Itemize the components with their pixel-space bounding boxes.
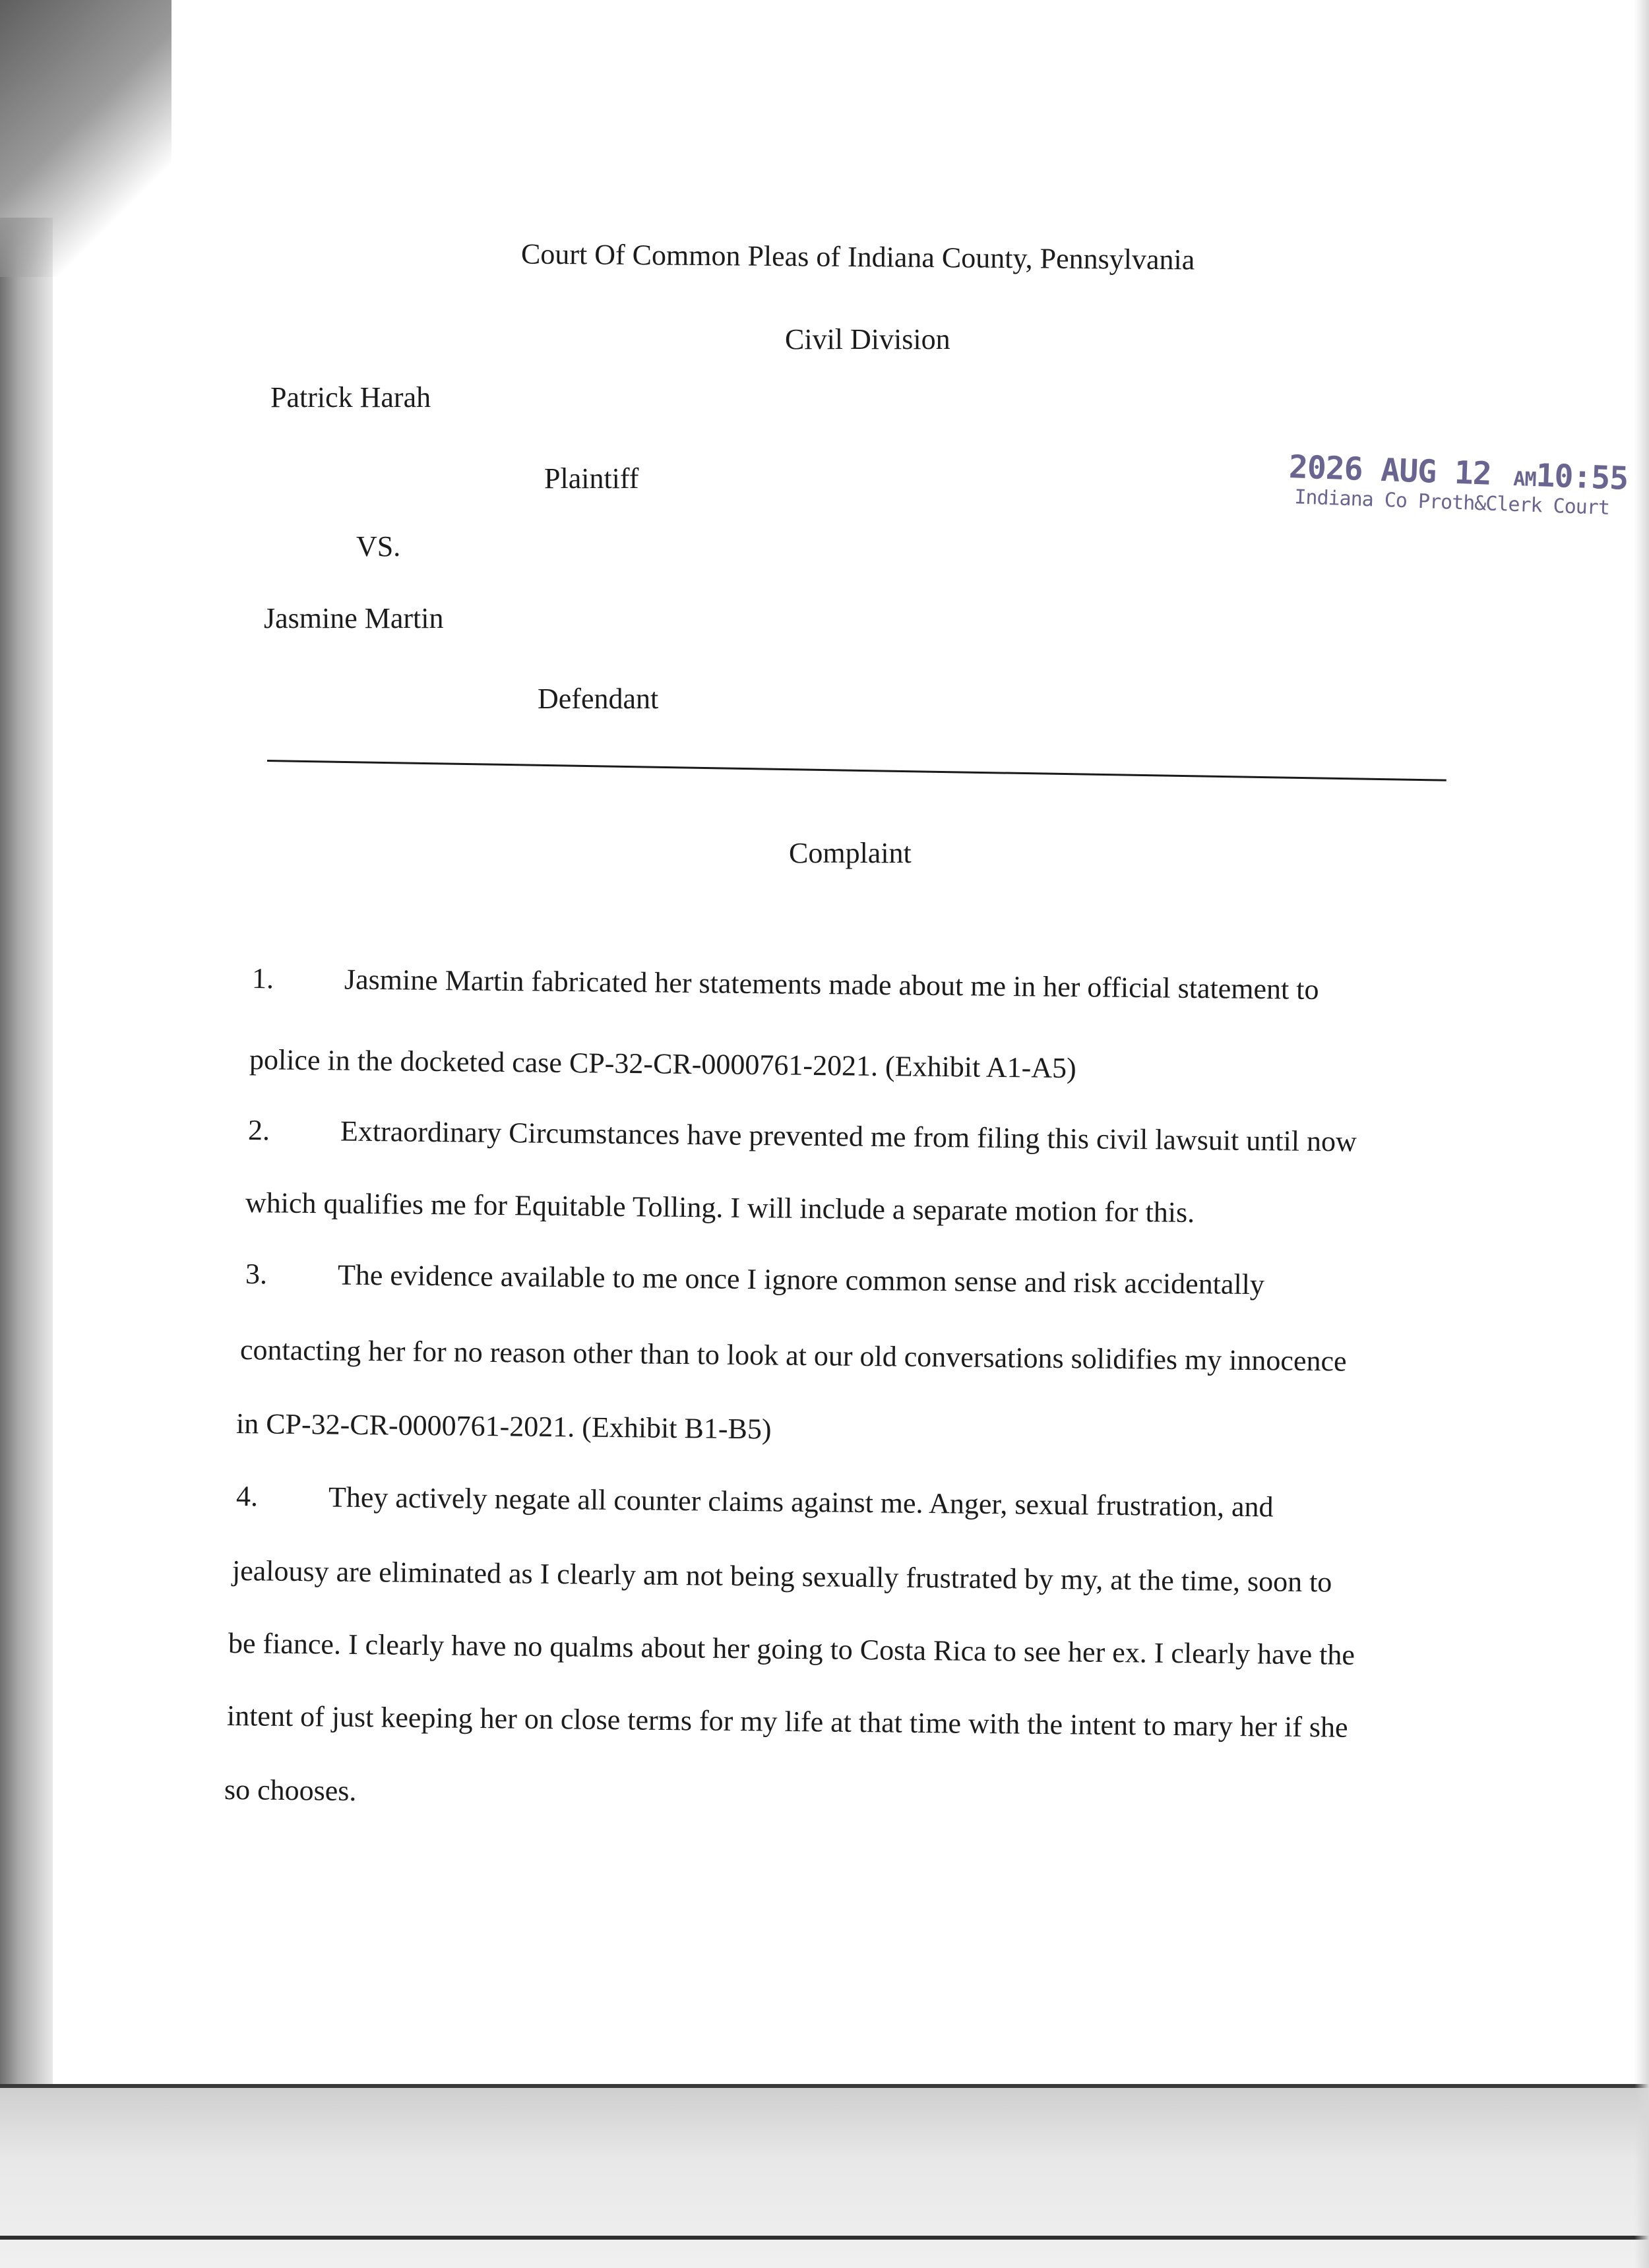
paragraph-text: in CP-32-CR-0000761-2021. (Exhibit B1-B5) [235,1407,772,1446]
paragraph-text: The evidence available to me once I ignore common sense and risk accidentally [337,1258,1265,1301]
plaintiff-label: Plaintiff [544,462,639,495]
stamp-ampm: AM [1512,467,1537,492]
defendant-name: Jasmine Martin [264,602,444,634]
underlying-sheet [0,2088,1649,2268]
paragraph-text: contacting her for no reason other than to look at our old conversations solidifies my innocence [239,1333,1347,1378]
paragraph-number: 2. [247,1114,270,1147]
stamp-time: 10:55 [1535,457,1629,497]
paragraph-text: They actively negate all counter claims against me. Anger, sexual frustration, and [328,1481,1274,1523]
paragraph-text: Extraordinary Circumstances have prevented me from filing this civil lawsuit until now [340,1115,1357,1158]
court-title: Court Of Common Pleas of Indiana County, Pennsylvania [520,237,1195,276]
paragraph-number: 4. [235,1480,259,1513]
document-title: Complaint [789,837,912,869]
folded-corner [0,0,171,277]
division-title: Civil Division [785,323,950,355]
paragraph-text: intent of just keeping her on close terms for my life at that time with the intent to mary her if she [226,1700,1348,1744]
paragraph-line [236,1409,772,1444]
versus-label: VS. [356,530,401,563]
paragraph-text: which qualifies me for Equitable Tolling. I will include a separate motion for this. [245,1186,1195,1229]
paragraph-text: so chooses. [224,1773,357,1808]
stamp-office: Indiana Co Proth&Clerk Court [1293,485,1610,520]
paragraph-text: Jasmine Martin fabricated her statements made about me in her official statement to [344,963,1319,1006]
paragraph-text: be fiance. I clearly have no qualms about her going to Costa Rica to see her ex. I clearly have the [228,1627,1355,1671]
scan-left-edge [0,218,53,2084]
plaintiff-name: Patrick Harah [270,381,431,414]
filing-stamp [1287,448,1629,538]
paragraph-number: 1. [251,962,274,995]
paragraph-number: 3. [245,1258,268,1291]
paragraph-line [224,1775,357,1806]
scan-right-edge [1634,0,1649,2268]
paragraph-text: jealousy are eliminated as I clearly am not being sexually frustrated by my, at the time, soon to [232,1554,1332,1599]
paragraph-text: police in the docketed case CP-32-CR-0000761-2021. (Exhibit A1-A5) [249,1043,1076,1085]
defendant-label: Defendant [538,683,659,715]
scanner-edge-line [0,2236,1649,2240]
stamp-date: 2026 AUG 12 [1288,448,1492,493]
